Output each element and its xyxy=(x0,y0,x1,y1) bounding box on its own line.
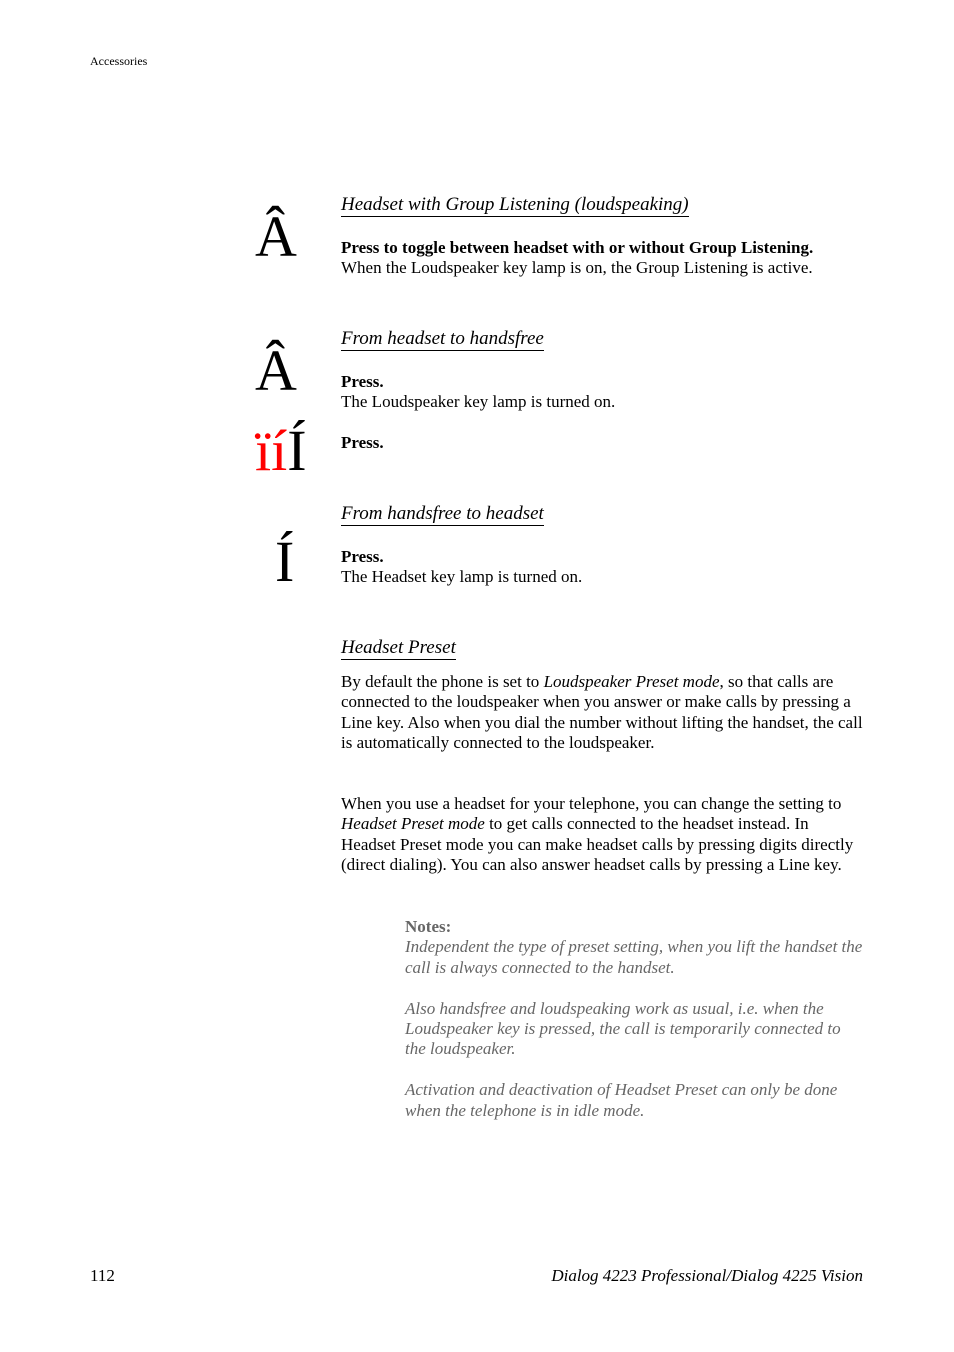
loudspeaker-key-icon: Â xyxy=(255,204,297,269)
para2-text-b: to get calls connected to the headset instead. In Headset Preset mode you can make headset calls by pressing digits directly (direct dialing). You can also answer headset calls by pressing a Line key. xyxy=(341,814,854,875)
section-title-headset-preset: Headset Preset xyxy=(341,637,456,658)
page-number: 112 xyxy=(90,1266,115,1285)
headset-key-icon: Í xyxy=(287,418,307,483)
group-listening-bold-text: Press to toggle between headset with or without Group Listening. xyxy=(341,238,814,257)
hang-up-key-icon: ïí xyxy=(255,418,288,483)
running-head: Accessories xyxy=(90,54,148,68)
handsfree-to-headset-instruction xyxy=(341,547,863,588)
step1-bold-text: Press. xyxy=(341,372,384,391)
footer-title: Dialog 4223 Professional/Dialog 4225 Vision xyxy=(551,1266,863,1285)
headset-to-handsfree-step1 xyxy=(341,372,863,413)
step2-bold-text: Press. xyxy=(341,433,384,452)
headset-preset-paragraph-2 xyxy=(341,794,863,876)
hang-up-headset-key-icon xyxy=(255,418,307,483)
step1-text: The Loudspeaker key lamp is turned on. xyxy=(341,392,616,412)
group-listening-text: When the Loudspeaker key lamp is on, the Group Listening is active. xyxy=(341,258,813,278)
para1-text-b: , so that calls are connected to the loudspeaker when you answer or make calls by pressing a Line key. Also when you dial the number without lifting the handset, the call is automatically connected to the loudspeaker. xyxy=(341,672,863,753)
notes-block xyxy=(405,917,863,1121)
para2-text-a: When you use a headset for your telephone, you can change the setting to xyxy=(341,794,842,813)
notes-heading: Notes: xyxy=(405,917,452,936)
section-title-handsfree-to-headset: From handsfree to headset xyxy=(341,503,544,524)
loudspeaker-key-icon: Â xyxy=(255,338,297,403)
section-title-group-listening: Headset with Group Listening (loudspeaking) xyxy=(341,194,689,215)
group-listening-instruction xyxy=(341,238,863,279)
section-title-headset-to-handsfree: From headset to handsfree xyxy=(341,328,544,349)
note-3: Activation and deactivation of Headset Preset can only be done when the telephone is in idle mode. xyxy=(405,1080,838,1120)
note-1: Independent the type of preset setting, when you lift the handset the call is always connected to the handset. xyxy=(405,937,863,977)
handsfree-to-headset-text: The Headset key lamp is turned on. xyxy=(341,567,583,587)
para2-italic-term: Headset Preset mode xyxy=(341,814,485,834)
note-2: Also handsfree and loudspeaking work as usual, i.e. when the Loudspeaker key is pressed, the call is temporarily connected to the loudspeaker. xyxy=(405,998,841,1059)
para1-text-a: By default the phone is set to xyxy=(341,672,544,691)
headset-preset-paragraph-1 xyxy=(341,672,863,754)
headset-key-icon: Í xyxy=(275,529,295,594)
handsfree-to-headset-bold-text: Press. xyxy=(341,547,384,566)
para1-italic-term: Loudspeaker Preset mode xyxy=(543,672,720,691)
